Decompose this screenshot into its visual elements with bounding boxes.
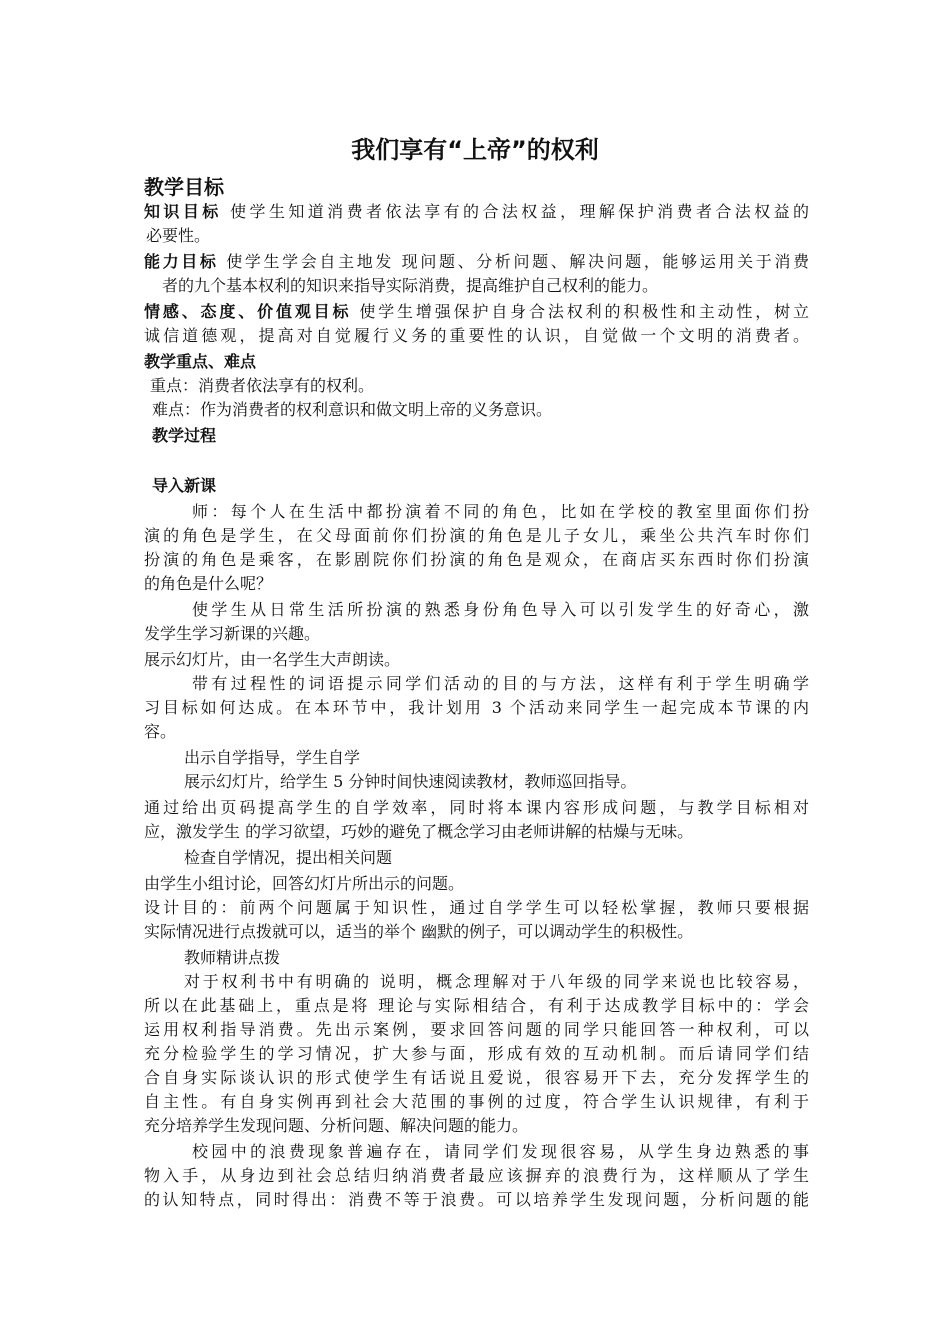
body-line: 设计目的：前两个问题属于知识性，通过自学学生可以轻松掌握，教师只要根据 <box>144 898 809 917</box>
difficult-point: 难点：作为消费者的权利意识和做文明上帝的义务意识。 <box>152 400 553 419</box>
body-line: 校园中的浪费现象普遍存在，请同学们发现很容易，从学生身边熟悉的事 <box>192 1142 809 1161</box>
body-line: 物入手，从身边到社会总结归纳消费者最应该摒弃的浪费行为，这样顺从了学生 <box>144 1166 809 1185</box>
body-line: 合自身实际谈认识的形式使学生有话说且爱说，很容易开下去，充分发挥学生的 <box>144 1068 809 1087</box>
goals-heading: 教学目标 <box>144 175 224 199</box>
body-line: 的认知特点，同时得出：消费不等于浪费。可以培养学生发现问题，分析问题的能 <box>144 1190 809 1209</box>
emotion-goal-line-1 <box>144 300 809 324</box>
emotion-goal-label: 情感、态度、价值观目标 <box>144 302 352 321</box>
key-point: 重点：消费者依法享有的权利。 <box>150 376 375 395</box>
body-line: 出示自学指导，学生自学 <box>184 748 361 767</box>
body-line: 检查自学情况，提出相关问题 <box>184 848 393 867</box>
knowledge-goal-text: 使学生知道消费者依法享有的合法权益，理解保护消费者合法权益的 <box>221 202 809 221</box>
keypoints-heading: 教学重点、难点 <box>144 352 257 371</box>
page-title: 我们享有“上帝”的权利 <box>351 136 599 164</box>
ability-goal-label: 能力目标 <box>144 252 219 271</box>
body-line: 由学生小组讨论，回答幻灯片所出示的问题。 <box>144 874 465 893</box>
ability-goal-line-2: 者的九个基本权利的知识来指导实际消费，提高维护自己权利的能力。 <box>162 276 659 295</box>
knowledge-goal-label: 知识目标 <box>144 202 222 221</box>
body-line: 使学生从日常生活所扮演的熟悉身份角色导入可以引发学生的好奇心，激 <box>192 600 809 619</box>
body-line: 展示幻灯片，由一名学生大声朗读。 <box>144 650 401 669</box>
ability-goal-line-1 <box>144 250 809 274</box>
body-line: 容。 <box>144 722 177 741</box>
body-line: 习目标如何达成。在本环节中，我计划用 3 个活动来同学生一起完成本节课的内 <box>144 698 809 717</box>
body-line: 实际情况进行点拨就可以，适当的举个 幽默的例子，可以调动学生的积极性。 <box>144 922 694 941</box>
ability-goal-text: 使学生学会自主地发 现问题、分析问题、解决问题，能够运用关于消费 <box>218 252 809 271</box>
body-line: 自主性。有自身实例再到社会大范围的事例的过度，符合学生认识规律，有利于 <box>144 1092 809 1111</box>
body-line: 所以在此基础上，重点是将 理论与实际相结合，有利于达成教学目标中的：学会 <box>144 996 809 1015</box>
body-line: 发学生学习新课的兴趣。 <box>144 624 321 643</box>
knowledge-goal-line-1 <box>144 200 809 224</box>
process-heading: 教学过程 <box>152 426 217 445</box>
body-line: 通过给出页码提高学生的自学效率，同时将本课内容形成问题，与教学目标相对 <box>144 798 809 817</box>
body-line: 充分培养学生发现问题、分析问题、解决问题的能力。 <box>144 1116 529 1135</box>
body-line: 展示幻灯片，给学生 5 分钟时间快速阅读教材，教师巡回指导。 <box>184 772 637 791</box>
intro-heading: 导入新课 <box>152 476 217 495</box>
body-line: 对于权利书中有明确的 说明，概念理解对于八年级的同学来说也比较容易， <box>184 972 809 991</box>
body-line: 扮演的角色是乘客，在影剧院你们扮演的角色是观众，在商店买东西时你们扮演 <box>144 550 809 569</box>
emotion-goal-text: 使学生增强保护自身合法权利的积极性和主动性，树立 <box>351 302 809 321</box>
body-line: 充分检验学生的学习情况，扩大参与面，形成有效的互动机制。而后请同学们结 <box>144 1044 809 1063</box>
body-line: 带有过程性的词语提示同学们活动的目的与方法，这样有利于学生明确学 <box>192 674 809 693</box>
body-line: 运用权利指导消费。先出示案例，要求回答问题的同学只能回答一种权利，可以 <box>144 1020 809 1039</box>
emotion-goal-line-2: 诚信道德观，提高对自觉履行义务的重要性的认识，自觉做一个文明的消费者。 <box>144 326 809 345</box>
body-line: 教师精讲点拨 <box>184 948 281 967</box>
body-line: 师：每个人在生活中都扮演着不同的角色，比如在学校的教室里面你们扮 <box>192 502 809 521</box>
body-line: 的角色是什么呢？ <box>144 574 273 593</box>
body-line: 演的角色是学生，在父母面前你们扮演的角色是儿子女儿，乘坐公共汽车时你们 <box>144 526 809 545</box>
knowledge-goal-line-2: 必要性。 <box>146 226 211 245</box>
body-line: 应，激发学生 的学习欲望，巧妙的避免了概念学习由老师讲解的枯燥与无味。 <box>144 822 694 841</box>
